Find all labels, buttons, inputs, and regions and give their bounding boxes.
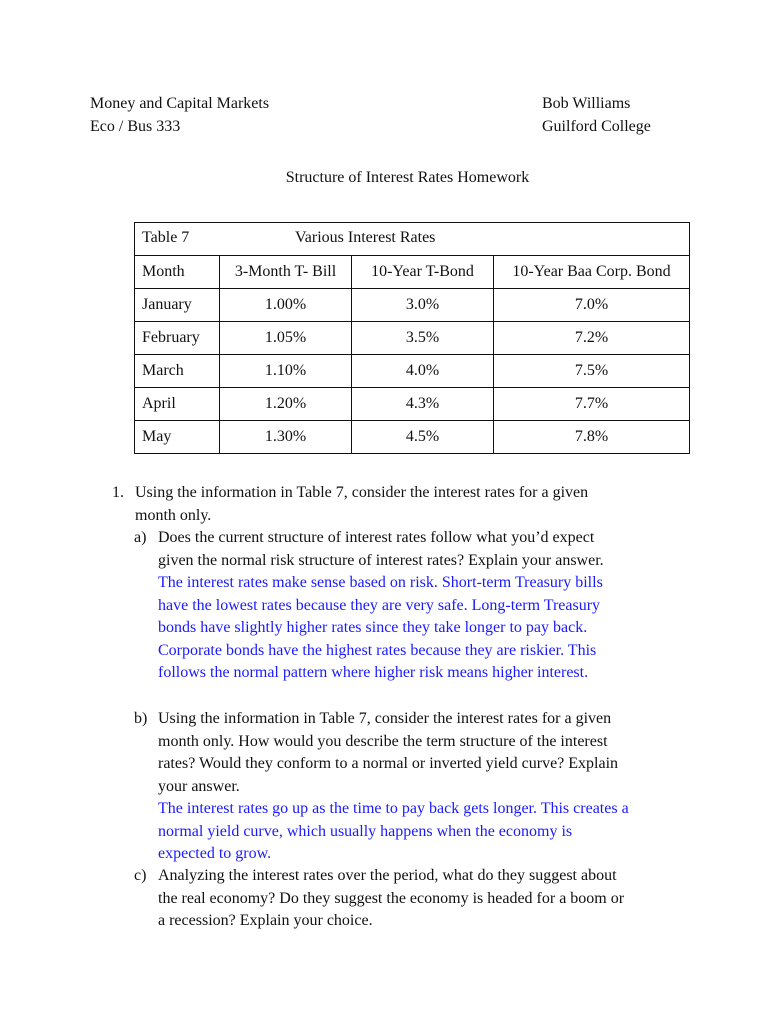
rate-cell: 3.5% bbox=[352, 322, 494, 355]
rate-cell: 7.2% bbox=[494, 322, 690, 355]
rate-cell: 4.5% bbox=[352, 421, 494, 454]
part-c-text bbox=[158, 865, 624, 933]
institution-name: Guilford College bbox=[542, 117, 651, 135]
rate-cell: 7.8% bbox=[494, 421, 690, 454]
month-cell: April bbox=[135, 388, 220, 421]
table-header-row bbox=[135, 256, 690, 289]
part-b-text bbox=[158, 708, 629, 866]
table-row bbox=[135, 322, 690, 355]
column-header: 10-Year T-Bond bbox=[352, 256, 494, 289]
question-line: Does the current structure of interest rates follow what you’d expect bbox=[158, 529, 595, 546]
page-title: Structure of Interest Rates Homework bbox=[285, 169, 530, 186]
question-line: your answer. bbox=[158, 777, 240, 795]
table-row bbox=[135, 421, 690, 454]
answer-line: The interest rates go up as the time to pay back gets longer. This creates a bbox=[158, 800, 629, 817]
rate-cell: 7.5% bbox=[494, 355, 690, 388]
question-line: Using the information in Table 7, consider the interest rates for a given bbox=[158, 710, 612, 727]
course-code: Eco / Bus 333 bbox=[90, 117, 181, 135]
header-left bbox=[90, 93, 269, 138]
part-a-text bbox=[158, 527, 604, 685]
author-name: Bob Williams bbox=[542, 95, 631, 112]
month-cell: May bbox=[135, 421, 220, 454]
column-header: 3-Month T- Bill bbox=[220, 256, 352, 289]
rate-cell: 4.3% bbox=[352, 388, 494, 421]
month-cell: March bbox=[135, 355, 220, 388]
question-line: rates? Would they conform to a normal or inverted yield curve? Explain bbox=[158, 755, 619, 772]
column-header: 10-Year Baa Corp. Bond bbox=[494, 256, 690, 289]
question-line: month only. bbox=[135, 506, 212, 524]
answer-line: expected to grow. bbox=[158, 845, 272, 862]
table-row bbox=[135, 355, 690, 388]
question-line: Analyzing the interest rates over the period, what do they suggest about bbox=[158, 867, 617, 884]
table-caption-cell bbox=[135, 223, 690, 256]
rate-cell: 1.30% bbox=[220, 421, 352, 454]
rate-cell: 1.10% bbox=[220, 355, 352, 388]
answer-line: Corporate bonds have the highest rates because they are riskier. This bbox=[158, 641, 597, 659]
rate-cell: 7.0% bbox=[494, 289, 690, 322]
rate-cell: 1.05% bbox=[220, 322, 352, 355]
rate-cell: 1.00% bbox=[220, 289, 352, 322]
answer-line: have the lowest rates because they are very safe. Long-term Treasury bbox=[158, 596, 601, 614]
question-line: a recession? Explain your choice. bbox=[158, 912, 373, 929]
month-cell: February bbox=[135, 322, 220, 355]
course-title: Money and Capital Markets bbox=[90, 95, 270, 112]
interest-rates-table bbox=[134, 222, 690, 454]
answer-line: normal yield curve, which usually happens when the economy is bbox=[158, 822, 573, 840]
rate-cell: 4.0% bbox=[352, 355, 494, 388]
rate-cell: 7.7% bbox=[494, 388, 690, 421]
question-line: given the normal risk structure of interest rates? Explain your answer. bbox=[158, 551, 604, 569]
column-header: Month bbox=[135, 256, 220, 289]
answer-line: The interest rates make sense based on risk. Short-term Treasury bills bbox=[158, 574, 603, 591]
table-caption-row bbox=[135, 223, 690, 256]
table-title: Various Interest Rates bbox=[295, 229, 436, 246]
answer-line: bonds have slightly higher rates since they take longer to pay back. bbox=[158, 619, 588, 636]
question-line: Using the information in Table 7, consider the interest rates for a given bbox=[135, 484, 589, 501]
part-a-label: a) bbox=[134, 529, 147, 546]
part-b-label: b) bbox=[134, 710, 148, 727]
question-line: month only. How would you describe the term structure of the interest bbox=[158, 732, 608, 750]
question-line: the real economy? Do they suggest the economy is headed for a boom or bbox=[158, 889, 625, 907]
table-row bbox=[135, 289, 690, 322]
part-c-label: c) bbox=[134, 867, 147, 884]
question-number: 1. bbox=[112, 484, 124, 501]
table-row bbox=[135, 388, 690, 421]
answer-line: follows the normal pattern where higher risk means higher interest. bbox=[158, 664, 589, 681]
table-number: Table 7 bbox=[142, 229, 190, 246]
question-1-text bbox=[135, 482, 588, 527]
month-cell: January bbox=[135, 289, 220, 322]
rate-cell: 3.0% bbox=[352, 289, 494, 322]
header-right bbox=[542, 93, 651, 138]
rate-cell: 1.20% bbox=[220, 388, 352, 421]
